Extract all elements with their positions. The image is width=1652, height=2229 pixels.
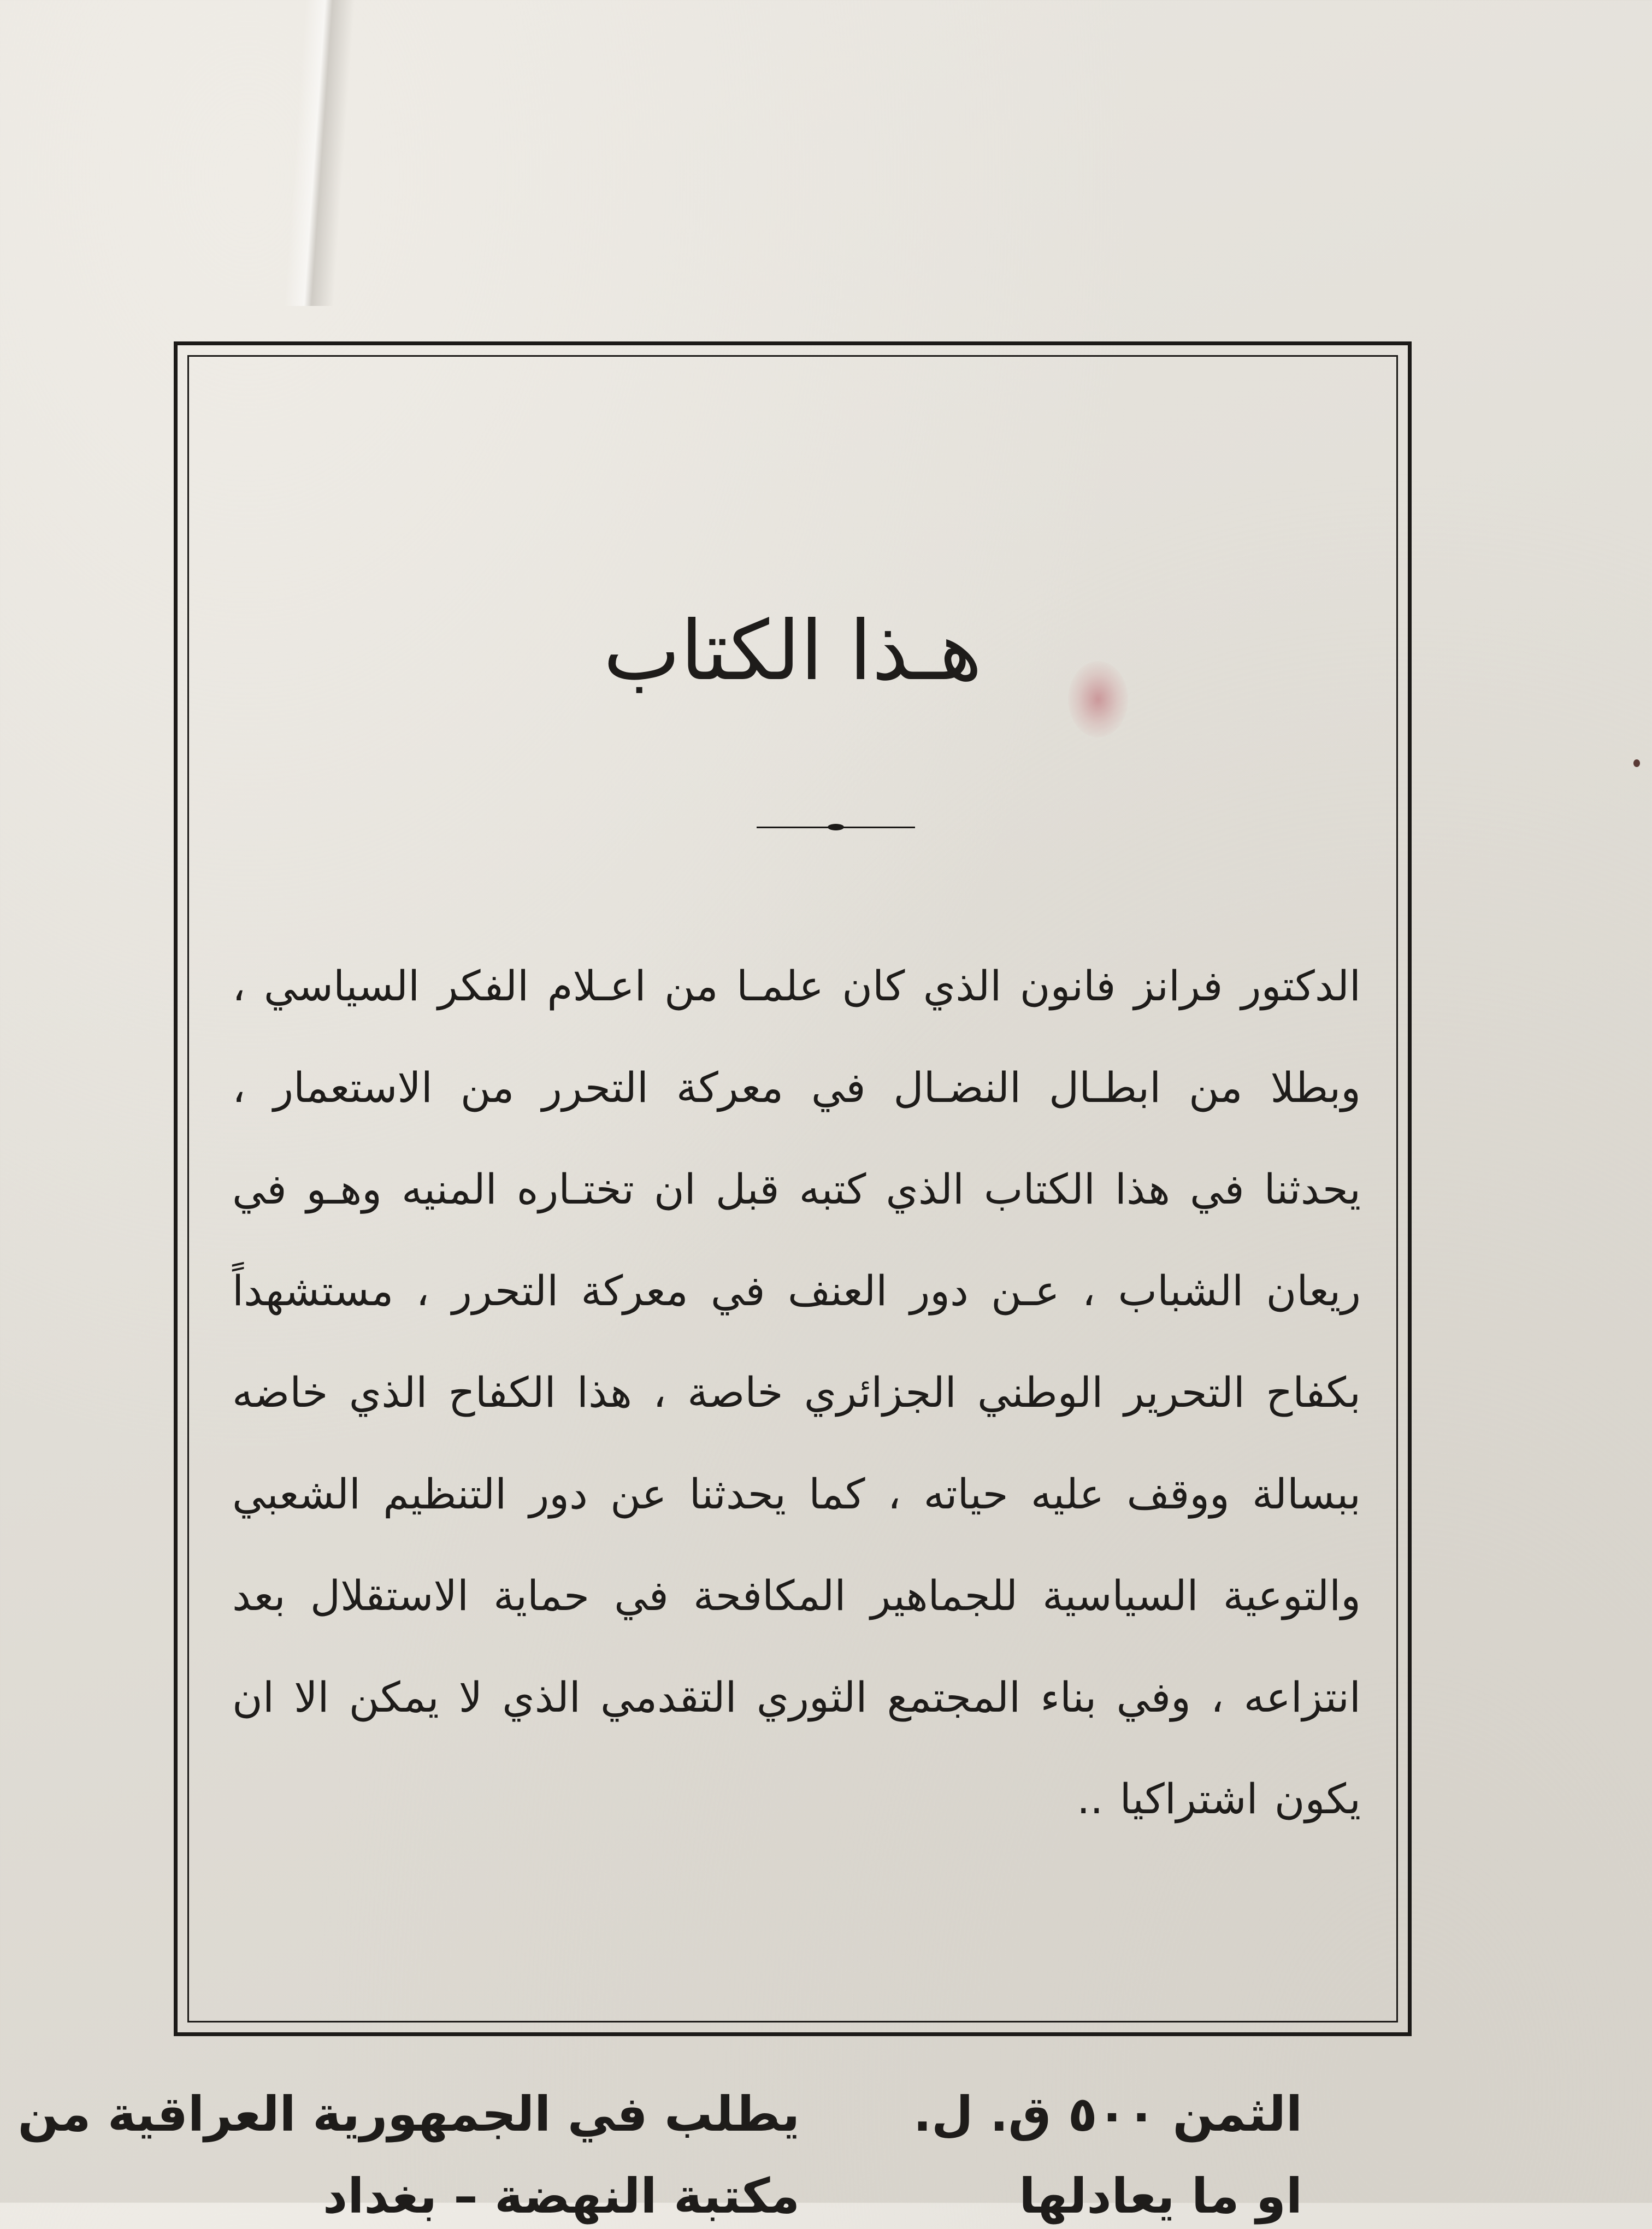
order-block bbox=[18, 2081, 800, 2229]
title-ornament bbox=[757, 823, 915, 831]
page-frame bbox=[174, 341, 1412, 2036]
ornament-center bbox=[828, 824, 844, 830]
paper-crease bbox=[284, 0, 355, 306]
body-paragraph: الدكتور فرانز فانون الذي كان علمـا من اعـلام الفكر السياسي ، وبطلا من ابطـال النضـال في معركة التحرر من الاستعمار ، يحدثنا في هذا الكتاب الذي كتبه قبل ان تختـاره المنيه وهـو في ريعان الشباب ، عـن دور العنف في معركة التحرر ، مستشهداً بكفاح التحرير الوطني الجزائري خاصة ، هذا الكفاح الذي خاضه ببسالة ووقف عليه حياته ، كما يحدثنا عن دور التنظيم الشعبي والتوعية السياسية للجماهير المكافحة في حماية الاستقلال بعد انتزاعه ، وفي بناء المجتمع الثوري التقدمي الذي لا يمكن الا ان يكون اشتراكيا .. bbox=[232, 962, 1361, 1823]
price-block bbox=[913, 2081, 1302, 2229]
price-text: الثمن ٥٠٠ ق. ل. bbox=[913, 2086, 1302, 2142]
ink-dot bbox=[1633, 759, 1640, 767]
bookshop-text: مكتبة النهضة – بغداد bbox=[323, 2168, 800, 2224]
order-text: يطلب في الجمهورية العراقية من bbox=[17, 2086, 800, 2142]
price-equivalent-text: او ما يعادلها bbox=[1019, 2168, 1302, 2224]
page-title: هـذا الكتاب bbox=[603, 604, 982, 699]
